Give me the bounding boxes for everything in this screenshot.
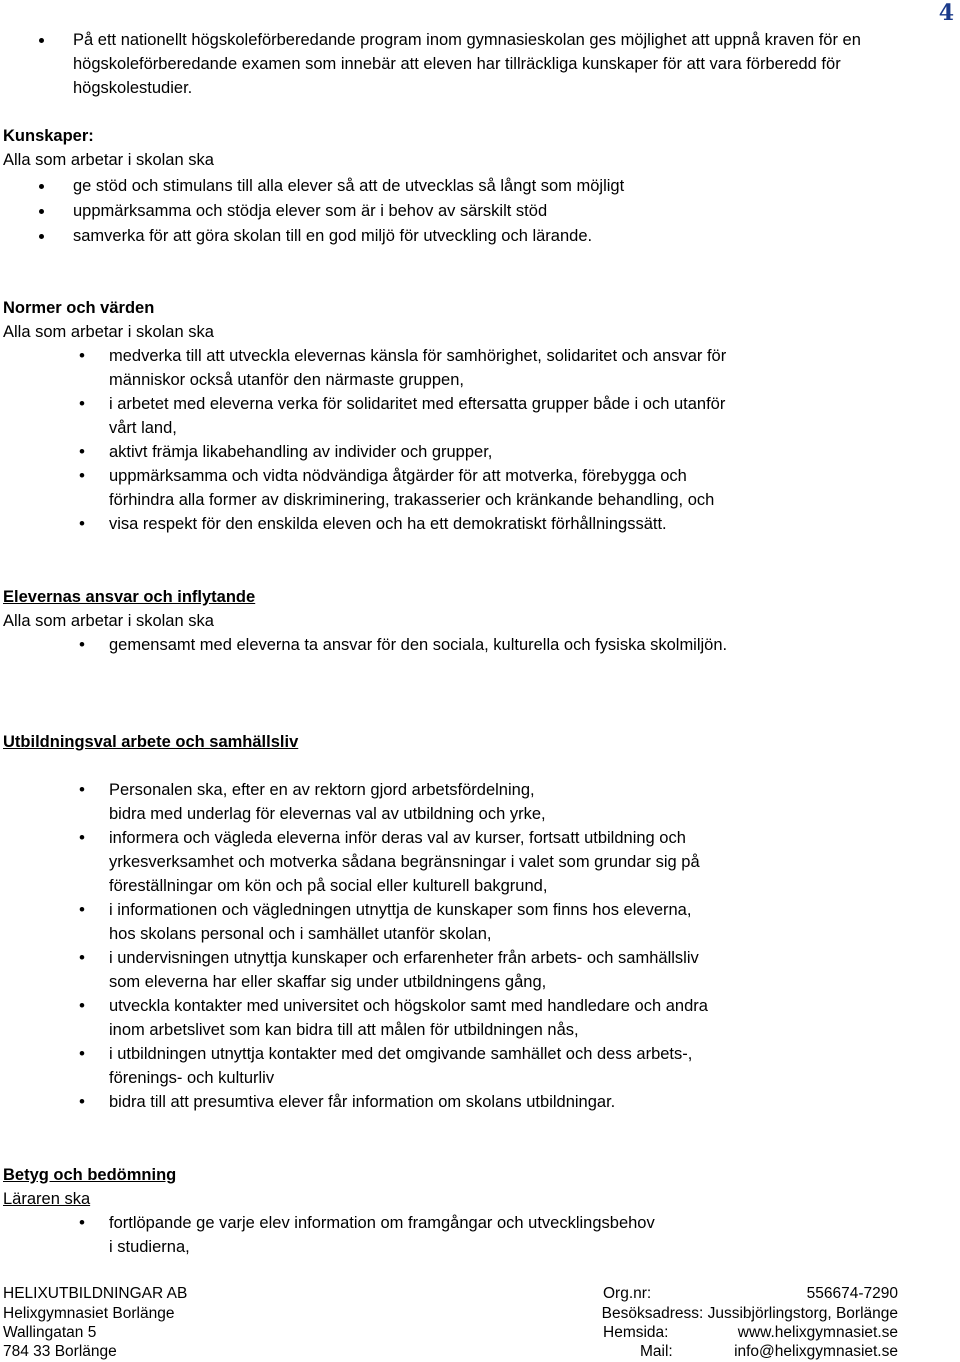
section-heading: Elevernas ansvar och inflytande bbox=[3, 588, 256, 606]
bullet-icon: • bbox=[79, 900, 85, 919]
betyg-section bbox=[3, 1163, 948, 1259]
bullet-icon: • bbox=[79, 1213, 85, 1232]
list-item-text: gemensamt med eleverna ta ansvar för den sociala, kulturella och fysiska skolmiljön. bbox=[109, 636, 728, 654]
section-heading: Utbildningsval arbete och samhällsliv bbox=[3, 733, 299, 751]
list-item bbox=[3, 994, 948, 1042]
footer-web-label: Hemsida: bbox=[603, 1324, 669, 1341]
normer-section bbox=[3, 296, 948, 536]
kunskaper-section bbox=[3, 124, 948, 249]
intro-section bbox=[3, 28, 948, 100]
footer-row bbox=[3, 1342, 898, 1362]
list-item-text: förenings- och kulturliv bbox=[109, 1069, 275, 1087]
section-subheading: Läraren ska bbox=[3, 1190, 91, 1208]
bullet-icon: • bbox=[79, 635, 85, 654]
list-item-text: fortlöpande ge varje elev information om framgångar och utvecklingsbehov bbox=[109, 1214, 655, 1232]
list-item bbox=[3, 174, 948, 199]
ansvar-section bbox=[3, 585, 948, 657]
list-item-text: vårt land, bbox=[109, 419, 177, 437]
footer-web-link[interactable]: www.helixgymnasiet.se bbox=[737, 1324, 898, 1341]
list-item-text: i studierna, bbox=[109, 1238, 190, 1256]
list-item-text: uppmärksamma och stödja elever som är i behov av särskilt stöd bbox=[73, 202, 548, 220]
section-subheading: Alla som arbetar i skolan ska bbox=[3, 612, 214, 630]
list-item-text: ge stöd och stimulans till alla elever så att de utvecklas så långt som möjligt bbox=[73, 177, 625, 195]
footer-company: HELIXUTBILDNINGAR AB bbox=[3, 1285, 188, 1302]
bullet-icon: • bbox=[79, 346, 85, 365]
section-subheading: Alla som arbetar i skolan ska bbox=[3, 151, 214, 169]
footer-mail-label: Mail: bbox=[640, 1343, 673, 1360]
list-item-text: som eleverna har eller skaffar sig under utbildningens gång, bbox=[109, 973, 547, 991]
list-item-text: i utbildningen utnyttja kontakter med det omgivande samhället och dess arbets-, bbox=[109, 1045, 693, 1063]
footer-mail-link[interactable]: info@helixgymnasiet.se bbox=[734, 1343, 898, 1360]
list-item-text: informera och vägleda eleverna inför deras val av kurser, fortsatt utbildning och bbox=[109, 829, 686, 847]
list-item bbox=[3, 898, 948, 946]
list-item-text: i arbetet med eleverna verka för solidaritet med eftersatta grupper både i och utanför bbox=[109, 395, 726, 413]
section-heading: Betyg och bedömning bbox=[3, 1166, 177, 1184]
list-item-text: visa respekt för den enskilda eleven och ha ett demokratiskt förhållningssätt. bbox=[109, 515, 667, 533]
footer-org-value: 556674-7290 bbox=[806, 1285, 898, 1302]
footer-street: Wallingatan 5 bbox=[3, 1324, 97, 1341]
bullet-icon: • bbox=[79, 466, 85, 485]
list-item bbox=[3, 344, 948, 392]
list-item-text: bidra med underlag för elevernas val av utbildning och yrke, bbox=[109, 805, 546, 823]
list-item-text: i informationen och vägledningen utnyttja de kunskaper som finns hos eleverna, bbox=[109, 901, 692, 919]
page-number: 4 bbox=[938, 0, 954, 26]
list-item-text: uppmärksamma och vidta nödvändiga åtgärder för att motverka, förebygga och bbox=[109, 467, 687, 485]
list-item bbox=[3, 28, 948, 100]
bullet-icon: • bbox=[79, 780, 85, 799]
intro-line: högskoleförberedande examen som innebär att eleven har tillräckliga kunskaper för att vara förberedd för bbox=[73, 55, 841, 73]
section-subheading: Alla som arbetar i skolan ska bbox=[3, 323, 214, 341]
list-item-text: samverka för att göra skolan till en god miljö för utveckling och lärande. bbox=[73, 227, 593, 245]
list-item bbox=[3, 778, 948, 826]
list-item-text: bidra till att presumtiva elever får information om skolans utbildningar. bbox=[109, 1093, 616, 1111]
section-heading: Normer och värden bbox=[3, 299, 155, 317]
bullet-icon: • bbox=[79, 828, 85, 847]
bullet-icon: • bbox=[79, 442, 85, 461]
footer-school: Helixgymnasiet Borlänge bbox=[3, 1305, 175, 1322]
footer-row bbox=[3, 1323, 898, 1343]
section-heading: Kunskaper: bbox=[3, 127, 94, 145]
list-item-text: utveckla kontakter med universitet och högskolor samt med handledare och andra bbox=[109, 997, 708, 1015]
bullet-icon: • bbox=[79, 996, 85, 1015]
bullet-icon bbox=[39, 184, 44, 189]
bullet-icon: • bbox=[79, 1092, 85, 1111]
list-item bbox=[3, 1090, 948, 1114]
list-item-text: föreställningar om kön och på social eller kulturell bakgrund, bbox=[109, 877, 548, 895]
bullet-icon bbox=[39, 209, 44, 214]
list-item-text: i undervisningen utnyttja kunskaper och erfarenheter från arbets- och samhällsliv bbox=[109, 949, 699, 967]
list-item-text: förhindra alla former av diskriminering, trakasserier och kränkande behandling, och bbox=[109, 491, 715, 509]
list-item bbox=[3, 464, 948, 512]
list-item bbox=[3, 633, 948, 657]
footer-postal: 784 33 Borlänge bbox=[3, 1343, 117, 1360]
footer-org-label: Org.nr: bbox=[603, 1285, 652, 1302]
list-item-text: Personalen ska, efter en av rektorn gjord arbetsfördelning, bbox=[109, 781, 535, 799]
list-item bbox=[3, 440, 948, 464]
list-item-text: medverka till att utveckla elevernas känsla för samhörighet, solidaritet och ansvar för bbox=[109, 347, 727, 365]
list-item bbox=[3, 224, 948, 249]
list-item-text: aktivt främja likabehandling av individer och grupper, bbox=[109, 443, 493, 461]
footer-visit-address: Besöksadress: Jussibjörlingstorg, Borlänge bbox=[601, 1305, 898, 1322]
intro-line: högskolestudier. bbox=[73, 79, 193, 97]
list-item-text: inom arbetslivet som kan bidra till att målen för utbildningen nås, bbox=[109, 1021, 579, 1039]
footer-row bbox=[3, 1304, 898, 1324]
list-item bbox=[3, 1211, 948, 1259]
bullet-icon: • bbox=[79, 394, 85, 413]
list-item bbox=[3, 1042, 948, 1090]
footer-row bbox=[3, 1284, 898, 1304]
bullet-icon bbox=[39, 234, 44, 239]
intro-line: På ett nationellt högskoleförberedande program inom gymnasieskolan ges möjlighet att uppnå kraven för en bbox=[73, 31, 861, 49]
list-item bbox=[3, 199, 948, 224]
list-item-text: människor också utanför den närmaste gruppen, bbox=[109, 371, 464, 389]
utbildningsval-section bbox=[3, 730, 948, 1114]
list-item bbox=[3, 512, 948, 536]
bullet-icon: • bbox=[79, 514, 85, 533]
list-item-text: yrkesverksamhet och motverka sådana begränsningar i valet som grundar sig på bbox=[109, 853, 700, 871]
list-item-text: hos skolans personal och i samhället utanför skolan, bbox=[109, 925, 492, 943]
bullet-icon: • bbox=[79, 948, 85, 967]
bullet-icon: • bbox=[79, 1044, 85, 1063]
list-item bbox=[3, 946, 948, 994]
list-item bbox=[3, 392, 948, 440]
list-item bbox=[3, 826, 948, 898]
bullet-icon bbox=[39, 38, 44, 43]
